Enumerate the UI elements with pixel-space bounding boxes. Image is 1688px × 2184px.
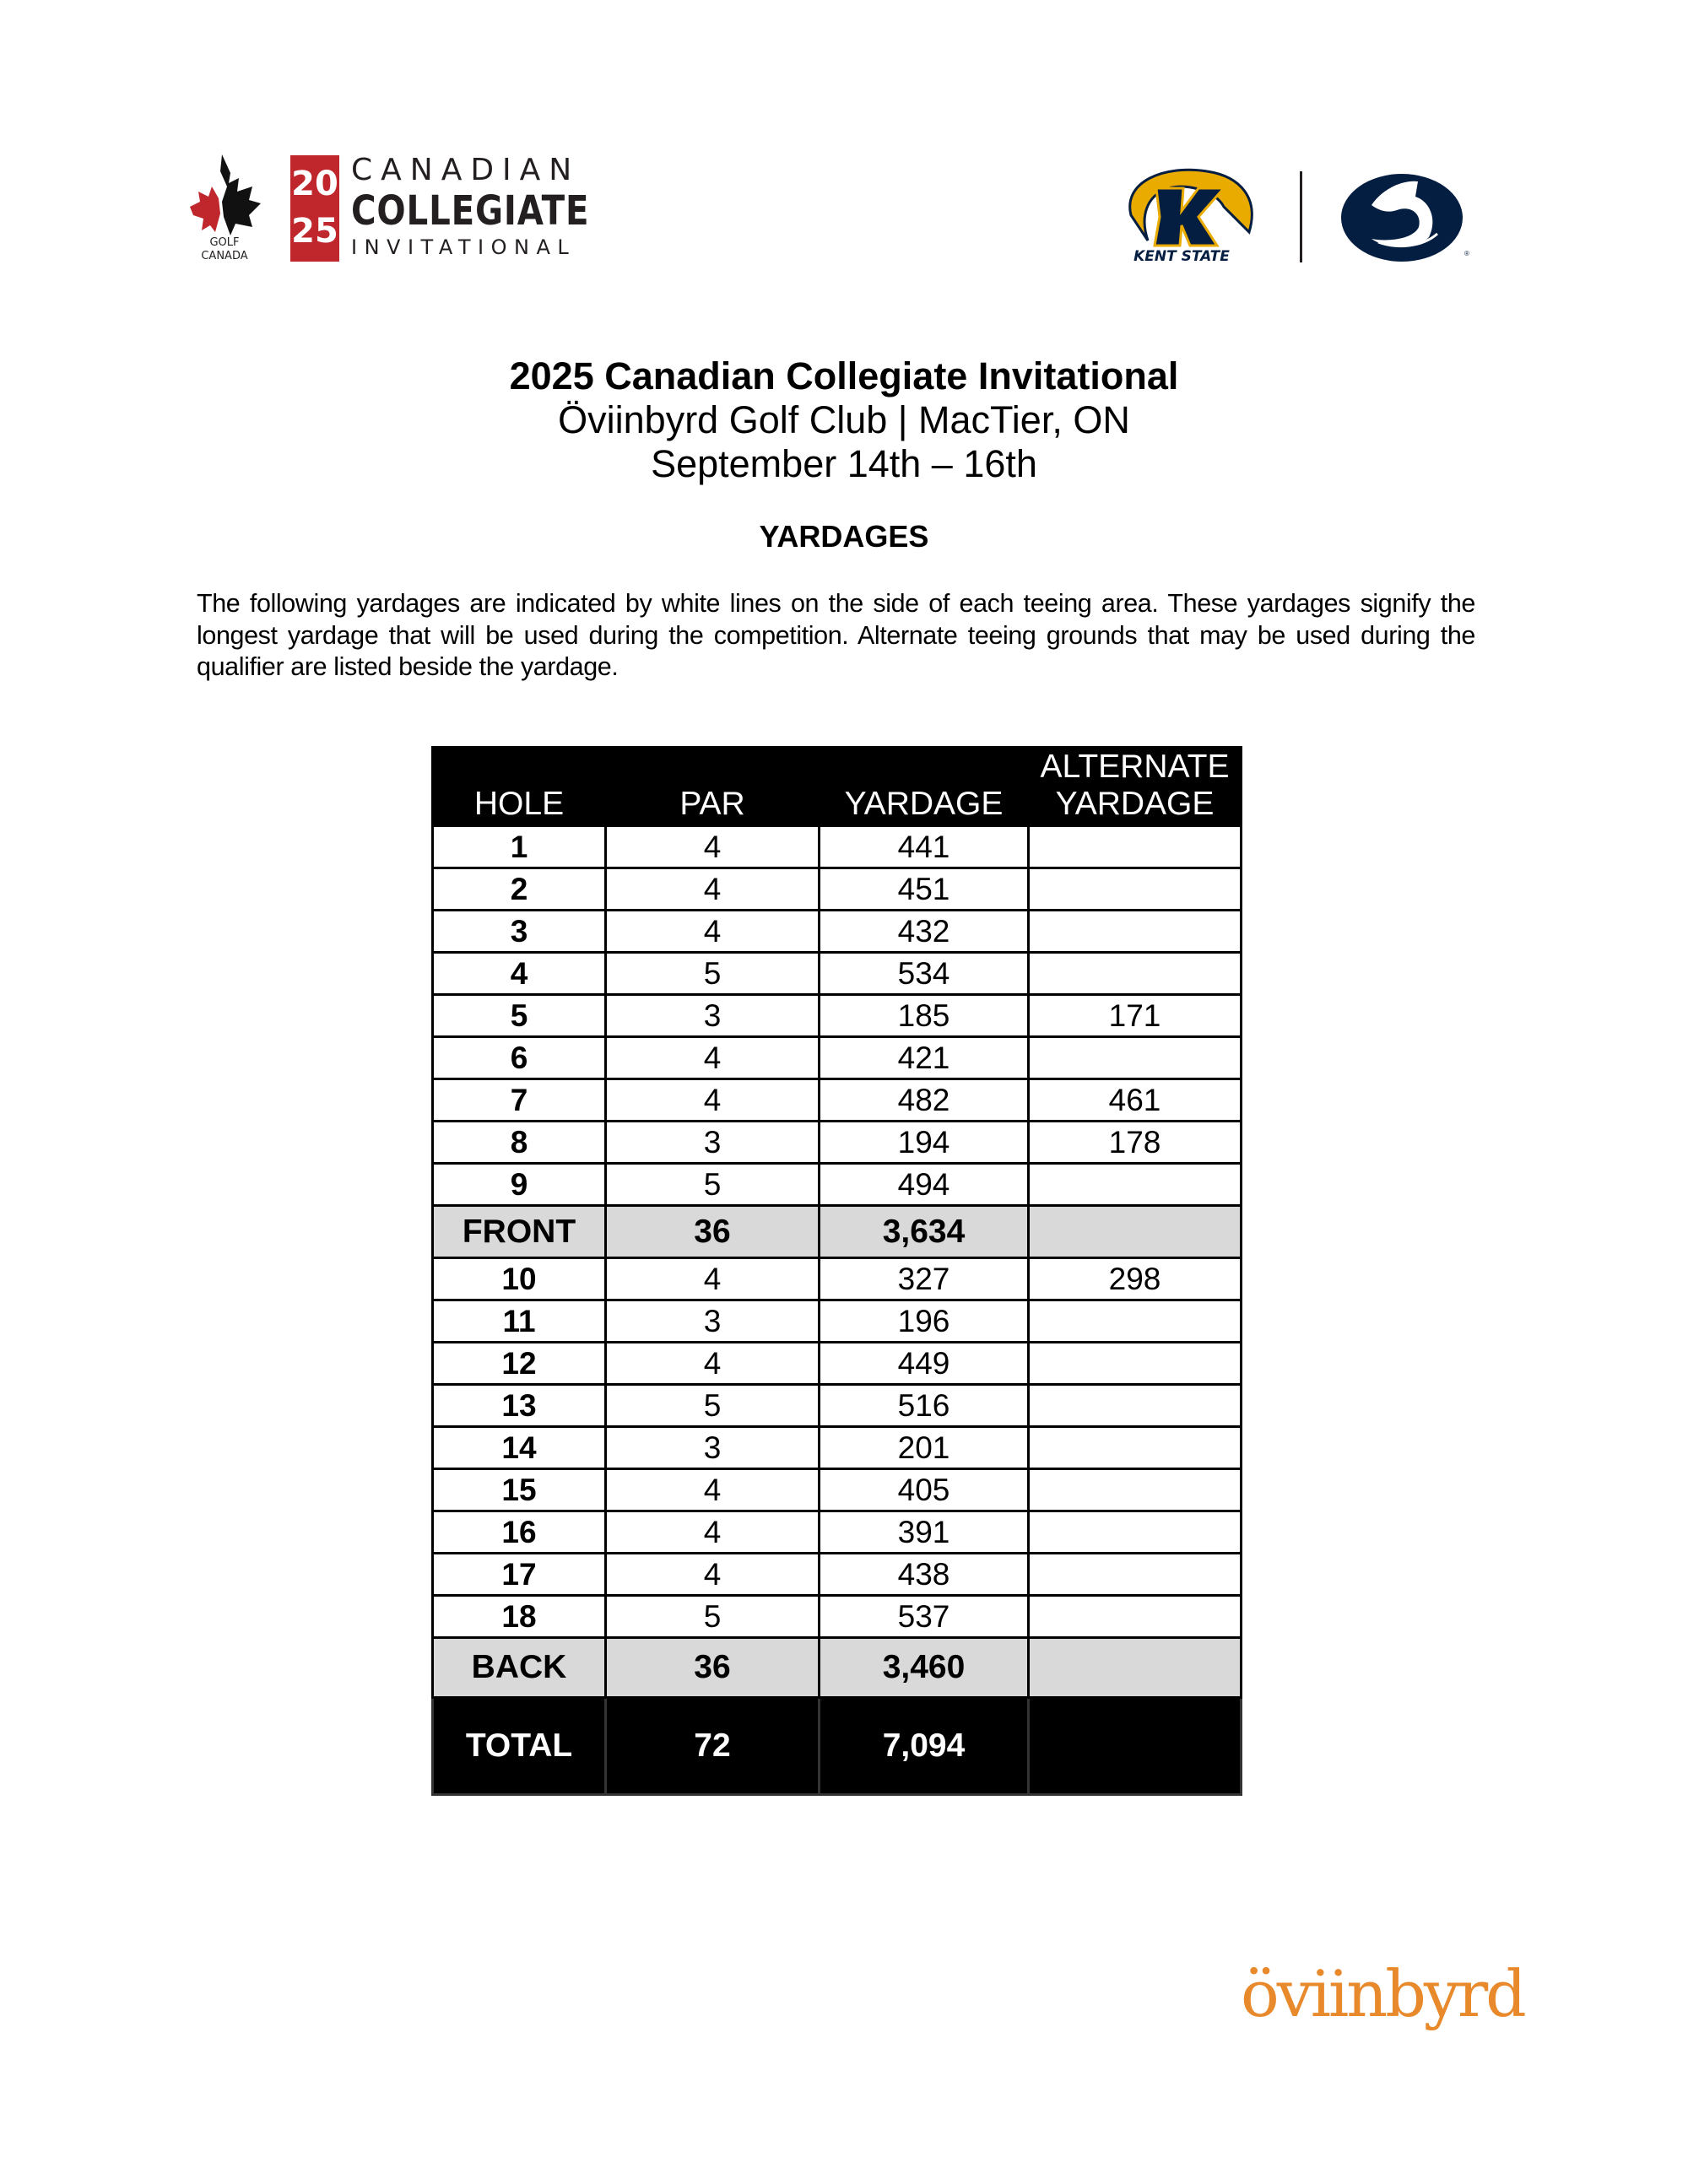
alternate-yardage-cell [1029, 1164, 1242, 1206]
alternate-yardage-cell [1029, 1385, 1242, 1427]
alternate-yardage-cell: 178 [1029, 1122, 1242, 1164]
total-par: 36 [606, 1206, 820, 1258]
document-title [0, 354, 1688, 486]
hole-cell: 2 [433, 868, 606, 911]
yardage-cell: 537 [820, 1596, 1029, 1638]
par-cell: 5 [606, 953, 820, 995]
par-cell: 4 [606, 1469, 820, 1511]
back-nine-total-row [433, 1638, 1242, 1698]
alternate-yardage-cell [1029, 911, 1242, 953]
hole-cell: 8 [433, 1122, 606, 1164]
alternate-yardage-cell [1029, 1469, 1242, 1511]
empty-cell [1029, 1206, 1242, 1258]
table-row [433, 1164, 1242, 1206]
par-cell: 4 [606, 1258, 820, 1300]
table-row [433, 1554, 1242, 1596]
yardage-cell: 482 [820, 1079, 1029, 1122]
total-label: TOTAL [433, 1698, 606, 1795]
svg-text:GOLF: GOLF [209, 236, 240, 249]
hole-cell: 15 [433, 1469, 606, 1511]
hole-cell: 10 [433, 1258, 606, 1300]
section-heading: YARDAGES [759, 519, 929, 554]
table-row [433, 1343, 1242, 1385]
event-name: 2025 Canadian Collegiate Invitational [509, 354, 1179, 397]
table-row [433, 1037, 1242, 1079]
hole-cell: 4 [433, 953, 606, 995]
hole-cell: 7 [433, 1079, 606, 1122]
par-cell: 5 [606, 1596, 820, 1638]
col-alternate-yardage: ALTERNATE YARDAGE [1029, 748, 1242, 826]
table-row [433, 1469, 1242, 1511]
par-cell: 4 [606, 868, 820, 911]
front-nine-total-row [433, 1206, 1242, 1258]
yardage-cell: 438 [820, 1554, 1029, 1596]
table-row [433, 1122, 1242, 1164]
table-row [433, 995, 1242, 1037]
col-hole: HOLE [433, 748, 606, 826]
hole-cell: 11 [433, 1300, 606, 1343]
table-row [433, 911, 1242, 953]
alternate-yardage-cell [1029, 1554, 1242, 1596]
empty-cell [1029, 1698, 1242, 1795]
yardage-cell: 391 [820, 1511, 1029, 1554]
yardage-cell: 432 [820, 911, 1029, 953]
year-top: 20 [291, 165, 338, 203]
par-cell: 3 [606, 1427, 820, 1469]
hole-cell: 3 [433, 911, 606, 953]
alternate-yardage-cell [1029, 826, 1242, 868]
yardage-cell: 494 [820, 1164, 1029, 1206]
hole-cell: 5 [433, 995, 606, 1037]
svg-text:®: ® [1464, 250, 1469, 257]
intro-paragraph: The following yardages are indicated by white lines on the side of each teeing area. These yardages signify the longest yardage that will be used during the competition. Alternate teeing grounds that may be used during the qualifier are listed beside the yardage. [197, 589, 1475, 681]
par-cell: 3 [606, 1122, 820, 1164]
hole-cell: 6 [433, 1037, 606, 1079]
event-wordmark [351, 152, 590, 262]
table-row [433, 1079, 1242, 1122]
table-header [433, 748, 1242, 826]
table-row [433, 868, 1242, 911]
svg-text:KENT STATE: KENT STATE [1133, 248, 1230, 264]
hole-cell: 14 [433, 1427, 606, 1469]
logo-divider [1300, 171, 1302, 262]
yardage-cell: 516 [820, 1385, 1029, 1427]
par-cell: 3 [606, 995, 820, 1037]
hole-cell: 1 [433, 826, 606, 868]
par-cell: 4 [606, 911, 820, 953]
golf-canada-logo [187, 154, 262, 262]
alternate-yardage-cell [1029, 1343, 1242, 1385]
yardage-cell: 196 [820, 1300, 1029, 1343]
table-row [433, 1511, 1242, 1554]
penn-state-logo [1338, 171, 1471, 264]
total-yardage: 3,634 [820, 1206, 1029, 1258]
wordmark-line3: INVITATIONAL [351, 235, 576, 259]
yardage-cell: 449 [820, 1343, 1029, 1385]
alternate-yardage-cell [1029, 1511, 1242, 1554]
par-cell: 4 [606, 1511, 820, 1554]
table-row [433, 1596, 1242, 1638]
yardage-cell: 327 [820, 1258, 1029, 1300]
total-label: BACK [433, 1638, 606, 1698]
yardage-table [431, 746, 1242, 1796]
par-cell: 4 [606, 1079, 820, 1122]
year-bottom: 25 [291, 212, 338, 251]
empty-cell [1029, 1638, 1242, 1698]
alternate-yardage-cell [1029, 953, 1242, 995]
hole-cell: 12 [433, 1343, 606, 1385]
table-row [433, 953, 1242, 995]
hole-cell: 13 [433, 1385, 606, 1427]
par-cell: 4 [606, 1037, 820, 1079]
table-row [433, 1300, 1242, 1343]
alternate-yardage-cell: 461 [1029, 1079, 1242, 1122]
col-yardage: YARDAGE [820, 748, 1029, 826]
svg-text:CANADA: CANADA [201, 250, 248, 262]
par-cell: 5 [606, 1385, 820, 1427]
year-badge [290, 155, 339, 262]
alternate-yardage-cell: 298 [1029, 1258, 1242, 1300]
total-yardage: 7,094 [820, 1698, 1029, 1795]
yardage-cell: 405 [820, 1469, 1029, 1511]
alternate-yardage-cell [1029, 1427, 1242, 1469]
yardage-cell: 201 [820, 1427, 1029, 1469]
alternate-yardage-cell [1029, 1596, 1242, 1638]
par-cell: 5 [606, 1164, 820, 1206]
par-cell: 4 [606, 1554, 820, 1596]
total-yardage: 3,460 [820, 1638, 1029, 1698]
wordmark-line2: COLLEGIATE [351, 187, 590, 235]
table-row [433, 1427, 1242, 1469]
yardage-cell: 185 [820, 995, 1029, 1037]
col-par: PAR [606, 748, 820, 826]
yardage-cell: 534 [820, 953, 1029, 995]
hole-cell: 17 [433, 1554, 606, 1596]
par-cell: 4 [606, 826, 820, 868]
par-cell: 3 [606, 1300, 820, 1343]
total-label: FRONT [433, 1206, 606, 1258]
hole-cell: 9 [433, 1164, 606, 1206]
table-row [433, 1385, 1242, 1427]
yardage-cell: 451 [820, 868, 1029, 911]
yardage-cell: 421 [820, 1037, 1029, 1079]
event-dates: September 14th – 16th [651, 442, 1037, 485]
alternate-yardage-cell [1029, 868, 1242, 911]
yardage-cell: 194 [820, 1122, 1029, 1164]
hole-cell: 16 [433, 1511, 606, 1554]
oviinbyrd-logo: öviinbyrd [1241, 1956, 1524, 2031]
wordmark-line1: CANADIAN [351, 153, 581, 187]
table-row [433, 826, 1242, 868]
alternate-yardage-cell [1029, 1300, 1242, 1343]
par-cell: 4 [606, 1343, 820, 1385]
alternate-yardage-cell [1029, 1037, 1242, 1079]
yardage-cell: 441 [820, 826, 1029, 868]
grand-total-row [433, 1698, 1242, 1795]
hole-cell: 18 [433, 1596, 606, 1638]
table-row [433, 1258, 1242, 1300]
total-par: 72 [606, 1698, 820, 1795]
total-par: 36 [606, 1638, 820, 1698]
kent-state-logo [1114, 165, 1262, 264]
alternate-yardage-cell: 171 [1029, 995, 1242, 1037]
venue: Öviinbyrd Golf Club | MacTier, ON [558, 398, 1130, 441]
